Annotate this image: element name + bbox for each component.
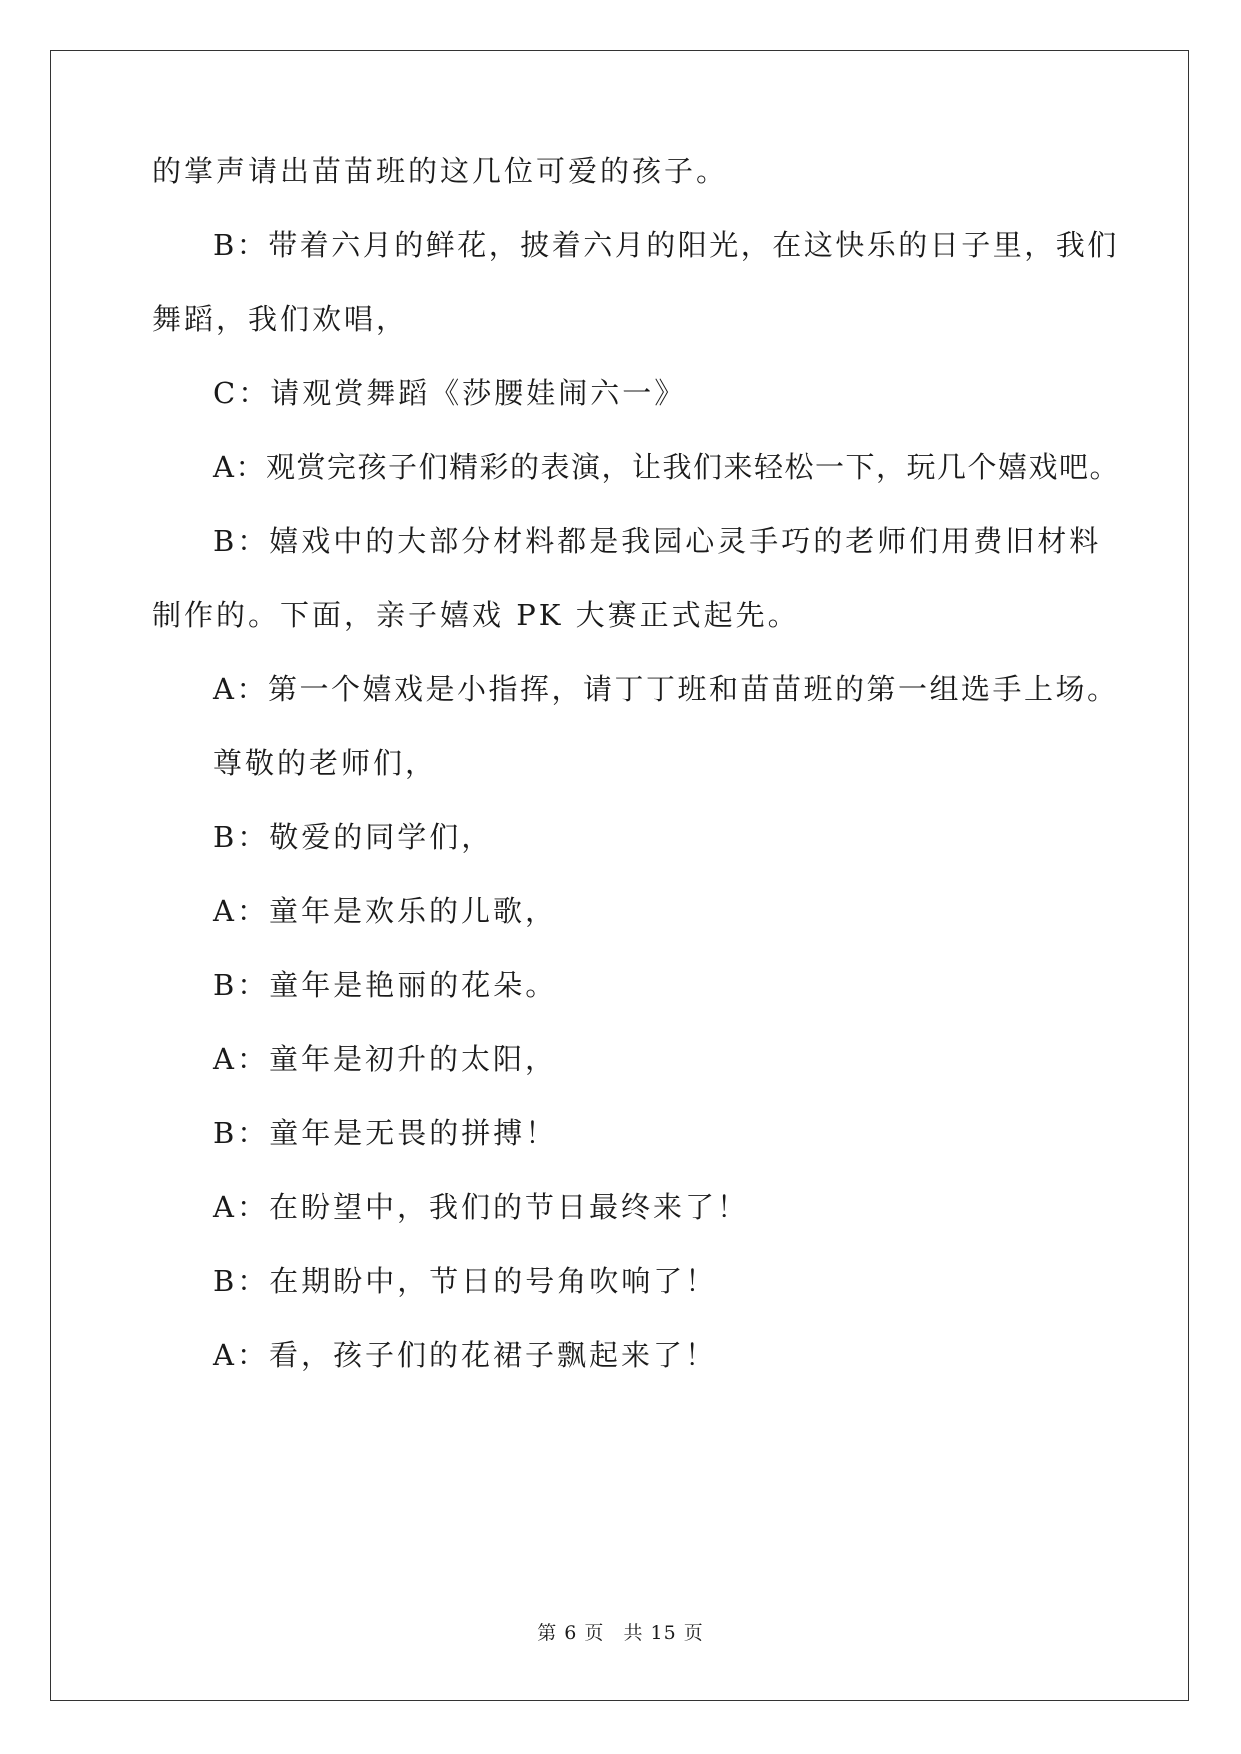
paragraph-line: A：观赏完孩子们精彩的表演，让我们来轻松一下，玩几个嬉戏吧。 xyxy=(213,450,1120,484)
page-number: 第 6 页 xyxy=(537,1622,605,1644)
page-total: 共 15 页 xyxy=(623,1622,704,1644)
paragraph-line-wrap: 舞蹈，我们欢唱， xyxy=(152,302,409,336)
paragraph-line: 尊敬的老师们， xyxy=(213,746,438,780)
paragraph-line: A：童年是初升的太阳， xyxy=(213,1042,557,1076)
paragraph-continuation: 的掌声请出苗苗班的这几位可爱的孩子。 xyxy=(152,154,729,188)
page-border xyxy=(50,50,1189,1701)
paragraph-line: B：在期盼中，节日的号角吹响了！ xyxy=(213,1264,718,1298)
paragraph-line: B：敬爱的同学们， xyxy=(213,820,494,854)
page-footer xyxy=(0,1618,1241,1645)
paragraph-line: B：童年是无畏的拼搏！ xyxy=(213,1116,558,1150)
paragraph-line: A：在盼望中，我们的节日最终来了！ xyxy=(213,1190,749,1224)
paragraph-line-wrap: 制作的。下面，亲子嬉戏 PK 大赛正式起先。 xyxy=(152,598,800,632)
paragraph-line: A：第一个嬉戏是小指挥，请丁丁班和苗苗班的第一组选手上场。 xyxy=(213,672,1119,706)
paragraph-line: A：童年是欢乐的儿歌， xyxy=(213,894,557,928)
paragraph-line: B：童年是艳丽的花朵。 xyxy=(213,968,558,1002)
paragraph-line: C：请观赏舞蹈《莎腰娃闹六一》 xyxy=(213,376,687,410)
paragraph-line: B：嬉戏中的大部分材料都是我园心灵手巧的老师们用费旧材料 xyxy=(213,524,1102,558)
paragraph-line: A：看，孩子们的花裙子飘起来了！ xyxy=(213,1338,717,1372)
paragraph-line: B：带着六月的鲜花，披着六月的阳光，在这快乐的日子里，我们 xyxy=(213,228,1119,262)
